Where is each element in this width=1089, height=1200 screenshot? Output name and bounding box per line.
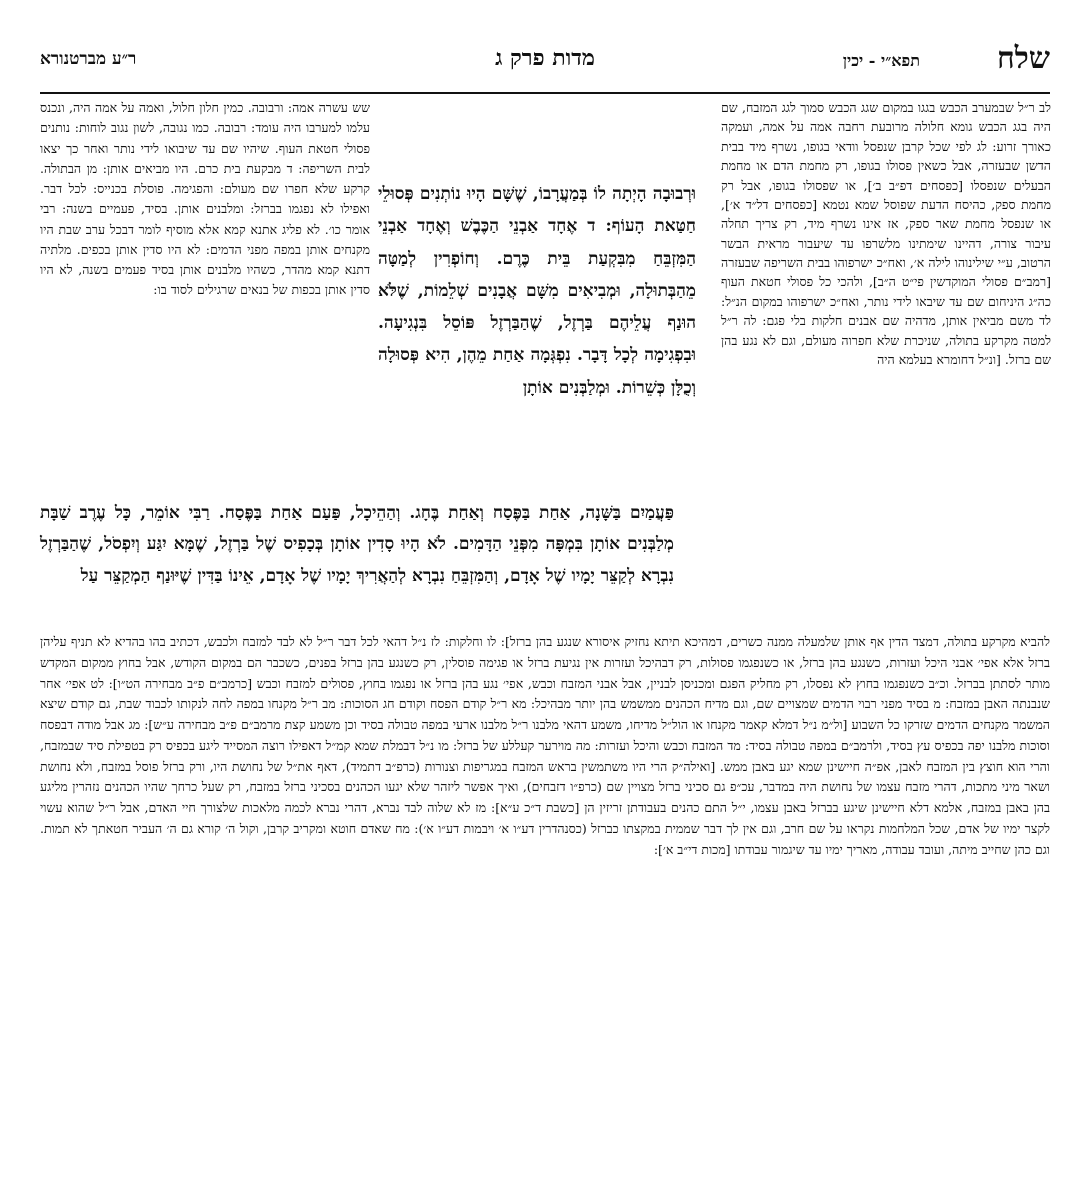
left-commentary-text: שש עשרה אמה: ורבובה. כמין חלון חלול, ואמה על אמה היה, ונכנס עלמו למערבו היה עומד: רבובה. כמו נגובה, לשון נגוב לוחות: נותנים פסולי חטאת העוף. שיהיו שם עד שיבואו לידי נותר ואחר כך יצאו לבית השריפה: ד מבקעת בית כרם. היו מביאים אותן: מן הבתולה. קרקע שלא חפרו שם מעולם: והפגימה. פוסלת בכנייס: לכל דבר. ואפילו לא נפגמו בברזל: ומלבנים אותן. בסיד, פעמיים בשנה: רבי אומר כו׳. לא פליג אתנא קמא אלא מוסיף לומר דבכל ערב שבת היו מקנחים אותן במפה מפני הדמים: לא היו סדין אותן בכפים. מלתיה דתנא קמא מהדר, כשהיו מלבנים אותן בסיד פעמים בשנה, לא היו סדין אותן בכפות של בנאים שרגילים לסוד בו: <box>40 100 370 298</box>
mishna-text: וּרְבוּבָה הָיְתָה לוֹ בְּמַעֲרָבוֹ, שֶׁשָּׁם הָיוּ נוֹתְנִים פְּסוּלֵי חַטַּאת הָעוֹף: ד אֶחָד אַבְנֵי הַכֶּבֶשׁ וְאֶחָד אַבְנֵי הַמִּזְבֵּחַ מִבִּקְעַת בֵּית כֶּרֶם. וְחוֹפְרִין לְמַטָּה מֵהַבְּתוּלָה, וּמְבִיאִים מִשָּׁם אֲבָנִים שְׁלֵמוֹת, שֶׁלֹּא הוּנַף עֲלֵיהֶם בַּרְזֶל, שֶׁהַבַּרְזֶל פּוֹסֵל בִּנְגִיעָה. וּבִפְגִימָה לְכָל דָּבָר. נִפְגְּמָה אַחַת מֵהֶן, הִיא פְּסוּלָה וְכֻלָּן כְּשֵׁרוֹת. וּמְלַבְּנִים אוֹתָן <box>378 184 696 398</box>
right-commentary-text: לב ר״ל שבמערב הכבש בגגו במקום שגג הכבש סמוך לגג המזבח, שם היה בגג הכבש גומא חלולה מרובעת רחבה אמה על אמה, ועמקה כאורך זרוע: לג לפי שכל קרבן שנפסל וודאי בגופו, נשרף מיד בבית הדשן שבעזרה, אבל כשאין פסולו בגופו, רק מחמת הדם או מחמת הבעלים שנפסלו [כפסחים דפ״ב ב׳], או שפסולו בגופו, אבל רק מחמת ספק, כהיסח הדעת שפוסל שמא נטמא [כפסחים דל״ד א׳], או שנפסל מחמת שאר ספק, אז אינו נשרף מיד, רק צריך תחלה עיבור צורה, דהיינו שימתינו מלשרפו עד שיעבור מראית הבשר הרטוב, ע״י שילינוהו לילה א׳, ואח״כ ישרפוהו בבית השריפה שבעזרה [רמב״ם פסולי המוקדשין פי״ט ה״ב], ולהכי כל פסולי חטאת העוף כה״ג היניחום שם עד שיבאו לידי נותר, ואח״כ ישרפוהו במקום הנ״ל: לד משם מביאין אותן, מדהיה שם אבנים חלקות בלי פגם: לה ר״ל למטה מקרקע בתולה, שניכרת שלא חפרוה מעולם, וגם לא נגע בהן שם ברזל. [ונ״ל דחומרא בעלמא היה <box>721 100 1051 367</box>
header-divider <box>40 92 1050 94</box>
page-number: שלח <box>996 41 1050 76</box>
commentary-subheader: תפא״י - יכין <box>842 51 920 70</box>
mishna-column <box>378 178 696 404</box>
bottom-commentary-text: להביא מקרקע בתולה, דמצד הדין אף אותן שלמעלה ממנה כשרים, דמהיכא תיתא נחזיק איסורא שנגע בהן ברזל]: לו וחלקות: לז נ״ל דהאי לכל דבר ר״ל לא לבד למזבח ולכבש, דכתיב בהו בהדיא לא תניף עליהן ברזל אלא אפי׳ אבני היכל ועזרות, כשנגע בהן ברזל, או כשנפגמו פסולות, רק דבהיכל ועזרות אין נגיעת ברזל או פגימה פוסלין, רק כשנגע בהן ברזל בפנים, כשכבר הם במקום הקודש, אבל בחוץ ממקום המקדש מותר לסתתן בברזל. וכ״ב כשנפגמו בחוץ לא נפסלו, רק מחליק הפגם ומכניסן לבניין, אבל אבני המזבח וכבש, אפי׳ נגע בהן ברזל או נפגמו בחוץ, פסולים למזבח וכבש [כרמב״ם פ״ב מבחירה הט״ו]: לט אפי׳ אחר שנבנתה האבן במזבח: מ בסיד מפני רבוי הדמים שמצויים שם, וגם מדיח הכהנים ממשמש בהן יותר מבהיכל: מא ר״ל קודם הפסח וקודם חג הסוכות: מב ר״ל מקנחו במפה לחה לנקותו לכבוד שבת, גם קודם שיצא המשמר מקנחים הדמים שזרקו כל השבוע [ול״מ נ״ל דמלא קאמר מקנחו או הול״ל מדיחו, משמע דהאי מלבנו ר״ל מלבנו ארעי במפה טבולה בסיד וכן משמע קצת מרמב״ם פ״ב מבחירה ע״ש]: מג אבל מודה דבפסח וסוכות מלבנו יפה בכפיס עץ בסיד, ולרמב״ם במפה טבולה בסיד: מד המזבח וכבש והיכל ועזרות: מה מוירער קעללע של ברזל: מו נ״ל דבמלת שמא קמ״ל דאפילו רוצה המסייד ליגע בכפיס רק בטפילת סיד שבמזבח, והרי הוא חוצץ בין המזבח לאבן, אפ״ה חיישינן שמא יגע באבן ממש. [ואילה״ק הרי היו משתמשין בראש המזבח במגריפות וצנורות (כרפ״ב דתמיד), דאף את״ל של נחושת היו, ורק ברזל פוסל במזבח, ולא נחושת ושאר מיני מתכות, דהרי מזבח עצמו של נחושת היה במדבר, עכ״פ גם סכיני ברזל מצויין שם (כרפ״ו דזבחים), ואיך אפשר ליזהר שלא יגעו הכהנים בסכיני ברזל במזבח, רק שעל כרחך שהיו הכהנים נזהרין מליגע בהן באבן במזבח, אלמא דלא חיישינן שיגע בברזל באבן עצמו, י״ל התם כהנים בעבודתן זריזין הן [כשבת ד״כ ע״א]: מז לא שלוה לבד נברא, דהרי נברא לכמה מלאכות שלצורך חיי האדם, אבל ר״ל שהוא עשוי לקצר ימיו של אדם, שכל המלחמות נקראו על שם חרב, וגם אין לך דבר שממית במקצתו כברזל (כסנהדרין דע״ו א׳ ויבמות דע״ו א׳): מח שאדם חוטא ומקריב קרבן, וקול ה׳ קורא גם ה׳ העביר חטאתך לא תמות. וגם כהן שחייב מיתה, ועובד עבודה, מאריך ימיו עד שיגמור עבודתו [מכות די״ב א׳]: <box>40 634 1050 857</box>
right-commentary-column <box>721 98 1051 369</box>
page-header <box>40 41 1050 89</box>
mishna-wide-text: פַּעֲמַיִם בַּשָּׁנָה, אַחַת בַּפֶּסַח וְאַחַת בֶּחָג. וְהַהֵיכָל, פַּעַם אַחַת בַּפֶּסַח. רַבִּי אוֹמֵר, כָּל עֶרֶב שַׁבָּת מְלַבְּנִים אוֹתָן בִּמְפָּה מִפְּנֵי הַדָּמִים. לֹא הָיוּ סָדִין אוֹתָן בְּכָפִיס שֶׁל בַּרְזֶל, שֶׁמָּא יִגַּע וְיִפְסֹל, שֶׁהַבַּרְזֶל נִבְרָא לְקַצֵּר יָמָיו שֶׁל אָדָם, וְהַמִּזְבֵּחַ נִבְרָא לְהַאֲרִיךְ יָמָיו שֶׁל אָדָם, אֵינוֹ בַּדִּין שֶׁיּוּנַף הַמְקַצֵּר עַל <box>40 503 674 586</box>
commentary-name: ר״ע מברטנורא <box>40 49 137 69</box>
tractate-title: מדות פרק ג <box>495 45 595 71</box>
mishna-wide-block <box>40 498 674 592</box>
left-commentary-column <box>40 98 370 301</box>
bottom-commentary <box>40 632 1050 860</box>
